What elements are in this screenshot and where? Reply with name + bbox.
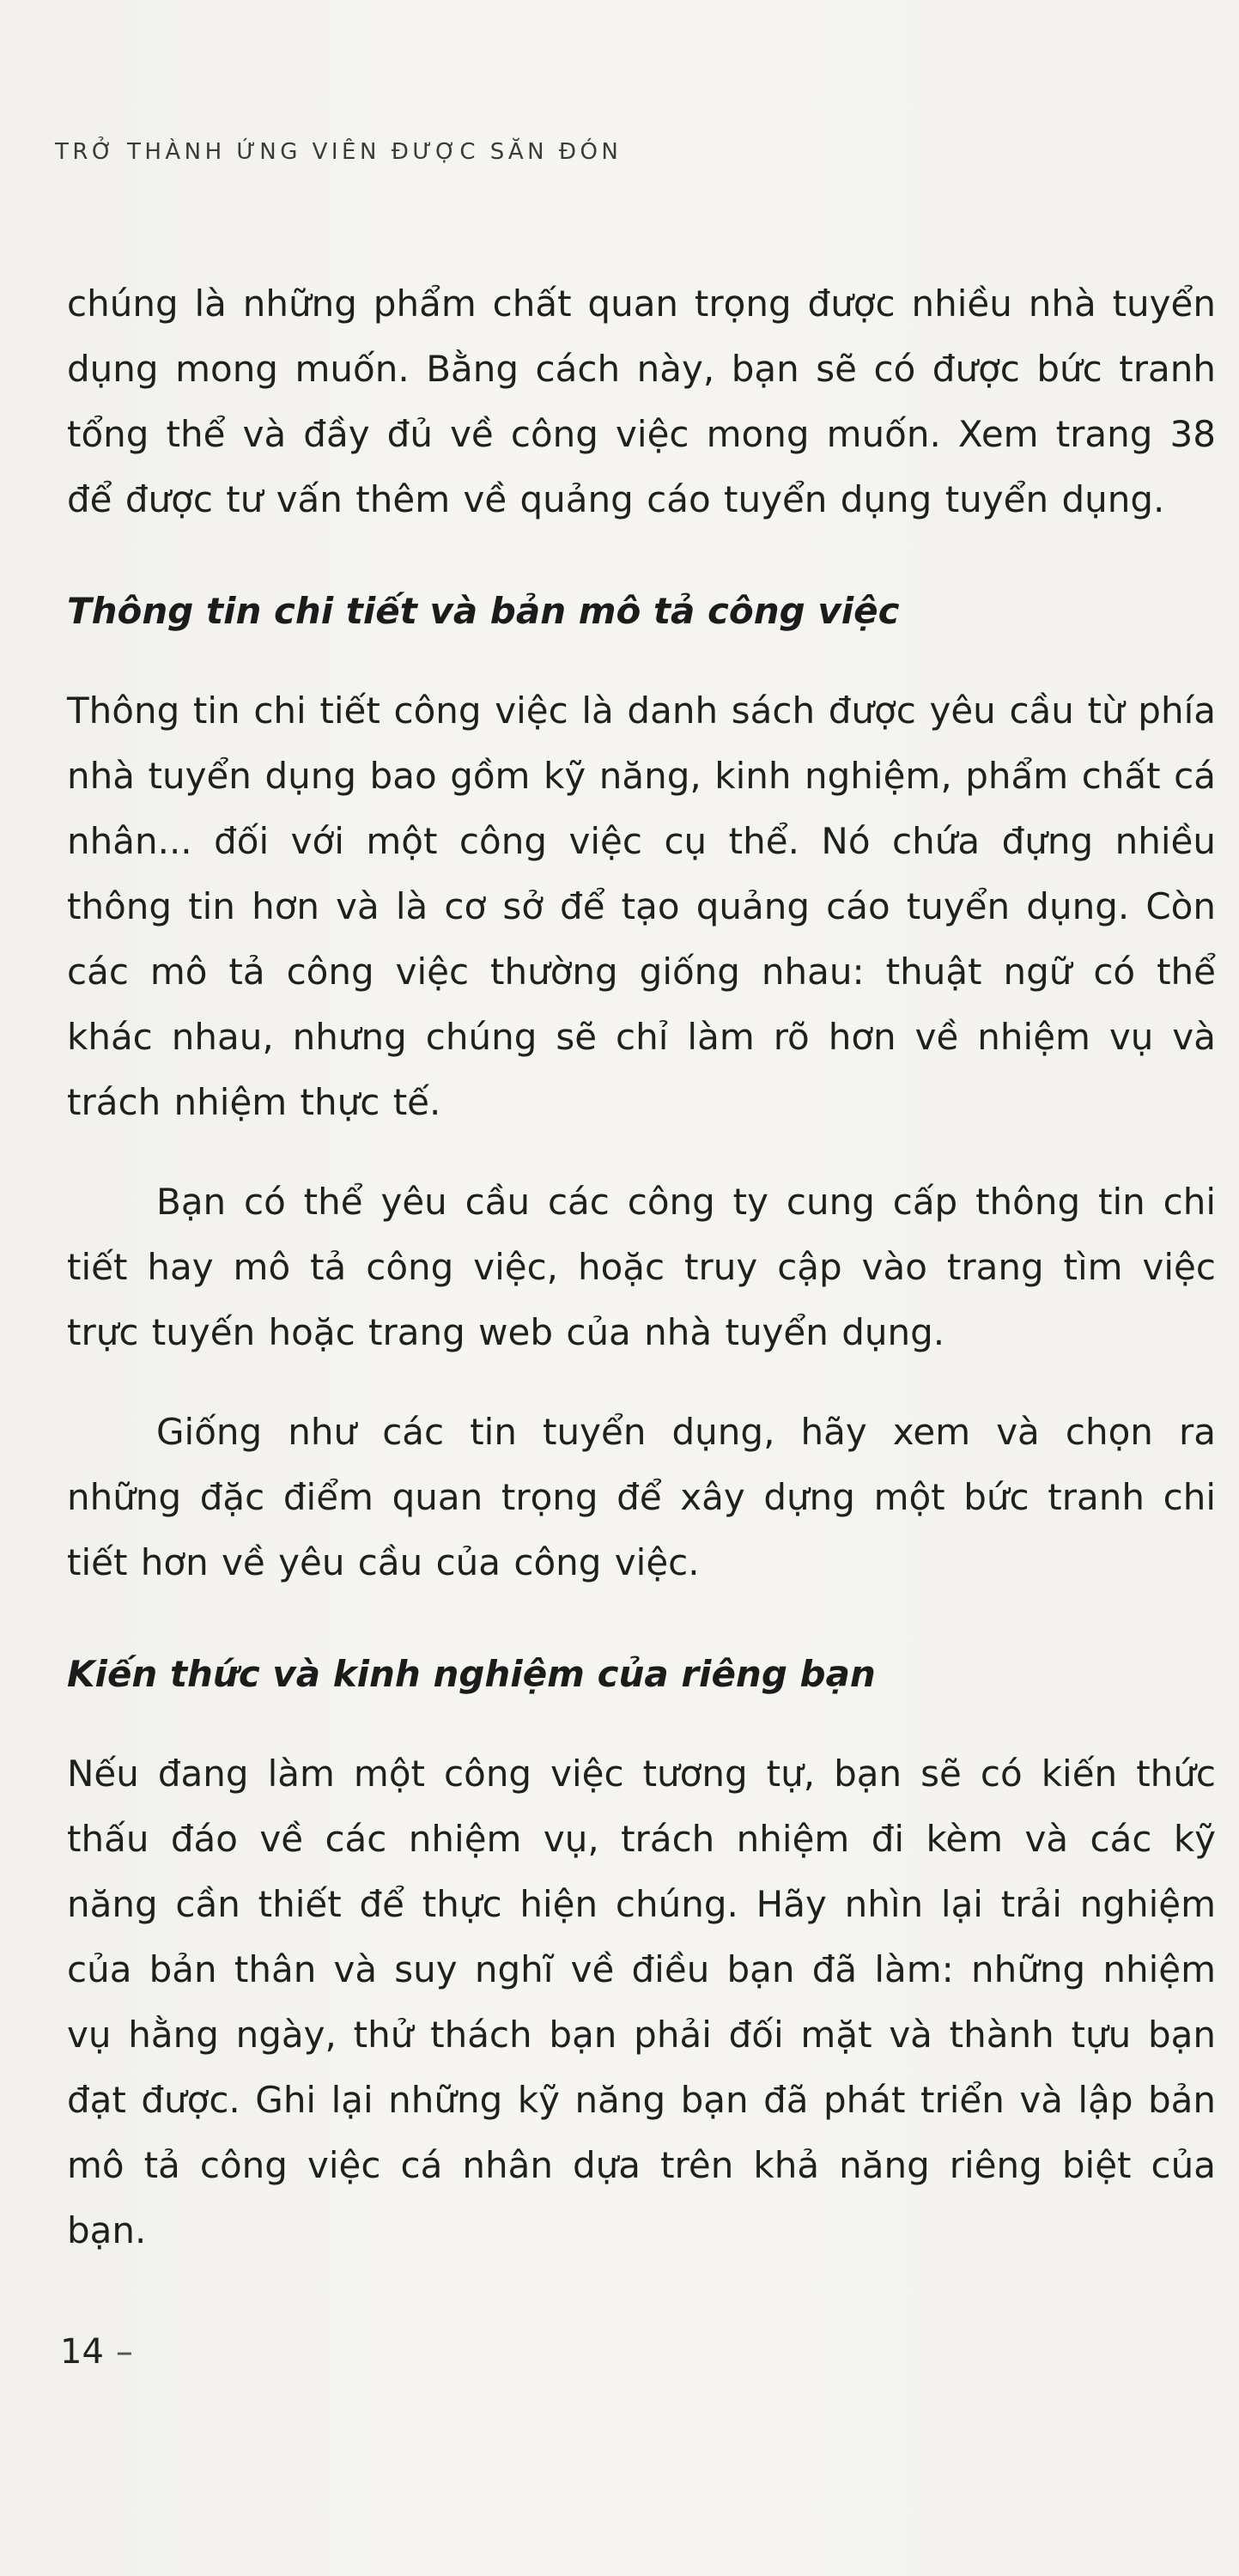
paragraph: Nếu đang làm một công việc tương tự, bạn sẽ có kiến thức thấu đáo về các nhiệm vụ, trách nhiệm đi kèm và các kỹ năng cần thiết để thực hiện chúng. Hãy nhìn lại trải nghiệm của bản thân và suy nghĩ về điều bạn đã làm: những nhiệm vụ hằng ngày, thử thách bạn phải đối mặt và thành tựu bạn đạt được. Ghi lại những kỹ năng bạn đã phát triển và lập bản mô tả công việc cá nhân dựa trên khả năng riêng biệt của bạn. xyxy=(67,1753,1216,2251)
page-number xyxy=(60,2332,133,2372)
page-number-value: 14 xyxy=(60,2332,104,2372)
paragraph: Giống như các tin tuyển dụng, hãy xem và chọn ra những đặc điểm quan trọng để xây dựng một bức tranh chi tiết hơn về yêu cầu của công việc. xyxy=(67,1411,1216,1583)
section-heading-job-details: Thông tin chi tiết và bản mô tả công việc xyxy=(67,590,900,632)
page-content xyxy=(67,271,1216,2263)
running-header: TRỞ THÀNH ỨNG VIÊN ĐƯỢC SĂN ĐÓN xyxy=(55,139,623,165)
paragraph: Bạn có thể yêu cầu các công ty cung cấp thông tin chi tiết hay mô tả công việc, hoặc truy cập vào trang tìm việc trực tuyến hoặc trang web của nhà tuyển dụng. xyxy=(67,1181,1216,1353)
section-heading-own-experience: Kiến thức và kinh nghiệm của riêng bạn xyxy=(67,1653,876,1695)
paragraph: Thông tin chi tiết công việc là danh sách được yêu cầu từ phía nhà tuyển dụng bao gồm kỹ năng, kinh nghiệm, phẩm chất cá nhân... đối với một công việc cụ thể. Nó chứa đựng nhiều thông tin hơn và là cơ sở để tạo quảng cáo tuyển dụng. Còn các mô tả công việc thường giống nhau: thuật ngữ có thể khác nhau, nhưng chúng sẽ chỉ làm rõ hơn về nhiệm vụ và trách nhiệm thực tế. xyxy=(67,690,1216,1123)
intro-paragraph: chúng là những phẩm chất quan trọng được nhiều nhà tuyển dụng mong muốn. Bằng cách này, bạn sẽ có được bức tranh tổng thể và đầy đủ về công việc mong muốn. Xem trang 38 để được tư vấn thêm về quảng cáo tuyển dụng tuyển dụng. xyxy=(67,283,1216,520)
page-number-separator: – xyxy=(115,2332,133,2372)
